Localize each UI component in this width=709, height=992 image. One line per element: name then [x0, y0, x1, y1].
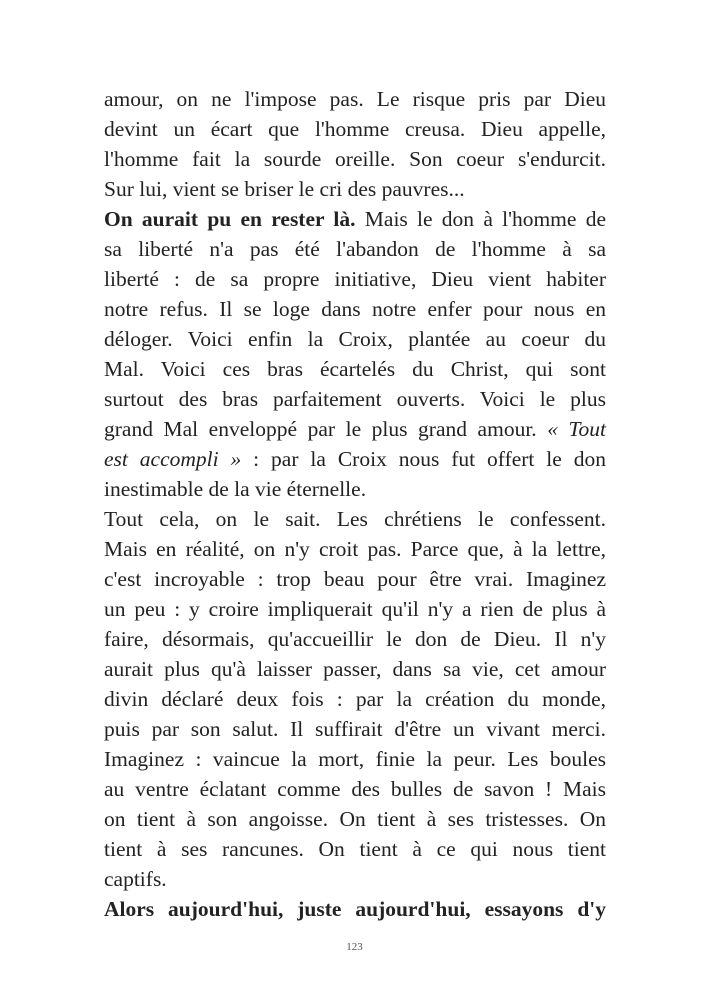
- text-line: amour, on ne l'impose pas. Le risque pris par Dieu: [104, 87, 606, 111]
- text-line: on tient à son angoisse. On tient à ses tristesses. On: [104, 807, 606, 831]
- text-line: déloger. Voici enfin la Croix, plantée au coeur du: [104, 327, 606, 351]
- text-line: tient à ses rancunes. On tient à ce qui nous tient: [104, 837, 606, 861]
- text-line: Sur lui, vient se briser le cri des pauvres...: [104, 177, 465, 201]
- text-segment: : par la Croix nous fut offert le don: [241, 447, 606, 471]
- text-line: divin déclaré deux fois : par la création du monde,: [104, 687, 606, 711]
- text-line: faire, désormais, qu'accueillir le don de Dieu. Il n'y: [104, 627, 606, 651]
- text-line: Imaginez : vaincue la mort, finie la peur. Les boules: [104, 747, 606, 771]
- text-segment: Mais le don à l'homme de: [355, 207, 606, 231]
- text-line: Mais en réalité, on n'y croit pas. Parce que, à la lettre,: [104, 537, 606, 561]
- text-segment: grand Mal enveloppé par le plus grand amour.: [104, 417, 548, 441]
- text-line: sa liberté n'a pas été l'abandon de l'homme à sa: [104, 237, 606, 261]
- text-line: c'est incroyable : trop beau pour être vrai. Imaginez: [104, 567, 606, 591]
- body-text: [104, 84, 606, 924]
- text-line: aurait plus qu'à laisser passer, dans sa vie, cet amour: [104, 657, 606, 681]
- text-line: [104, 414, 606, 444]
- text-line: surtout des bras parfaitement ouverts. Voici le plus: [104, 387, 606, 411]
- text-line: captifs.: [104, 867, 167, 891]
- text-line: [104, 444, 606, 474]
- text-line: devint un écart que l'homme creusa. Dieu appelle,: [104, 117, 606, 141]
- text-line: Mal. Voici ces bras écartelés du Christ, qui sont: [104, 357, 606, 381]
- text-line: [104, 894, 606, 924]
- text-line: l'homme fait la sourde oreille. Son coeur s'endurcit.: [104, 147, 606, 171]
- text-line: puis par son salut. Il suffirait d'être un vivant merci.: [104, 717, 606, 741]
- text-line: notre refus. Il se loge dans notre enfer pour nous en: [104, 297, 606, 321]
- text-line: [104, 204, 606, 234]
- bold-text: On aurait pu en rester là.: [104, 207, 356, 231]
- text-line: au ventre éclatant comme des bulles de savon ! Mais: [104, 777, 606, 801]
- bold-text: Alors aujourd'hui, juste aujourd'hui, essayons d'y: [104, 897, 606, 921]
- text-line: un peu : y croire impliquerait qu'il n'y a rien de plus à: [104, 597, 606, 621]
- text-line: liberté : de sa propre initiative, Dieu vient habiter: [104, 267, 606, 291]
- page-number: 123: [346, 941, 363, 953]
- text-line: inestimable de la vie éternelle.: [104, 477, 367, 501]
- text-line: Tout cela, on le sait. Les chrétiens le confessent.: [104, 507, 606, 531]
- italic-quote: est accompli »: [104, 447, 242, 471]
- italic-quote: « Tout: [547, 417, 606, 441]
